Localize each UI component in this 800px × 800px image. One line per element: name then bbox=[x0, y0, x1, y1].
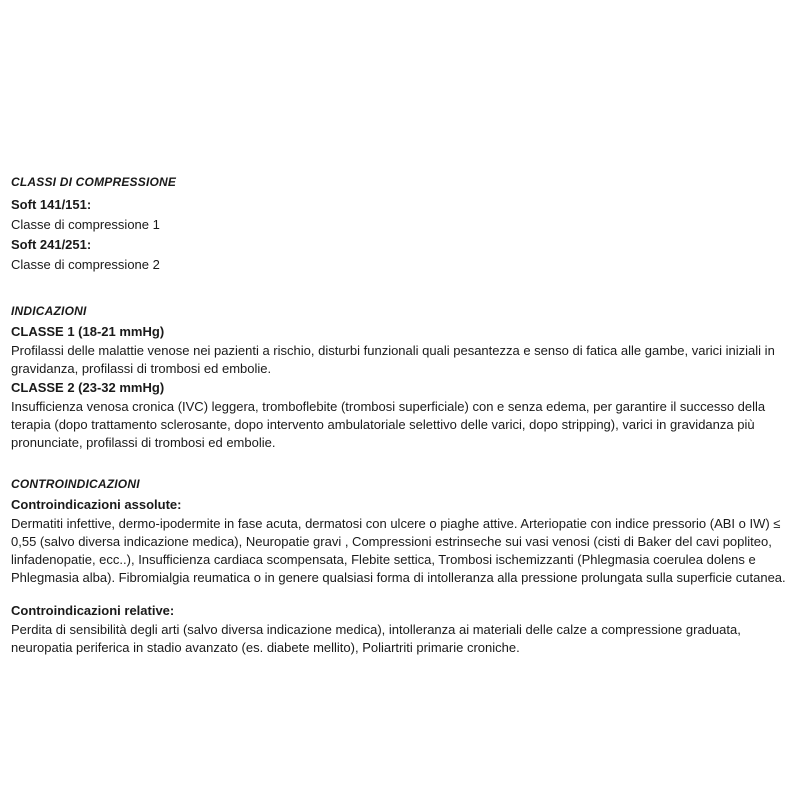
product-info-content bbox=[11, 176, 789, 659]
section-contraindications bbox=[11, 478, 789, 657]
soft-241-251-value: Classe di compressione 2 bbox=[11, 257, 160, 272]
soft-141-151-label: Soft 141/151: bbox=[11, 197, 92, 212]
absolute-contraindications-title: Controindicazioni assolute: bbox=[11, 497, 182, 512]
section-heading-contraindications: CONTROINDICAZIONI bbox=[11, 477, 140, 491]
class-2-description: Insufficienza venosa cronica (IVC) leggera, tromboflebite (trombosi superficiale) con e senza edema, per garantire il successo della terapia (dopo trattamento sclerosante, dopo intervento ambulatoriale selettivo delle varici, dopo stripping), varici in gravidanza più pronunciate, profilassi di trombosi ed embolie. bbox=[11, 399, 766, 450]
relative-contraindications-description: Perdita di sensibilità degli arti (salvo diversa indicazione medica), intolleranza ai materiali delle calze a compressione graduata, neuropatia periferica in stadio avanzato (es. diabete mellito), Poliartriti primarie croniche. bbox=[11, 622, 741, 655]
soft-141-151-value: Classe di compressione 1 bbox=[11, 217, 160, 232]
section-heading-indications: INDICAZIONI bbox=[11, 304, 87, 318]
section-compression-classes bbox=[11, 176, 789, 275]
section-indications bbox=[11, 305, 789, 452]
class-1-title: CLASSE 1 (18-21 mmHg) bbox=[11, 324, 165, 339]
class-1-description: Profilassi delle malattie venose nei pazienti a rischio, disturbi funzionali quali pesantezza e senso di fatica alle gambe, varici iniziali in gravidanza, profilassi di trombosi ed embolie. bbox=[11, 343, 775, 376]
soft-241-251-label: Soft 241/251: bbox=[11, 237, 92, 252]
relative-contraindications-title: Controindicazioni relative: bbox=[11, 603, 175, 618]
absolute-contraindications-description: Dermatiti infettive, dermo-ipodermite in fase acuta, dermatosi con ulcere o piaghe attive. Arteriopatie con indice pressorio (ABI o IW) ≤ 0,55 (salvo diversa indicazione medica), Neuropatie gravi , Compressioni estrinseche sui vasi venosi (cisti di Baker del cavi popliteo, linfadenopatie, ecc..), Insufficienza cardiaca scompensata, Flebite settica, Trombosi ischemizzanti (Phlegmasia coerulea dolens e Phlegmasia alba). Fibromialgia reumatica o in genere qualsiasi forma di intolleranza alla pressione prolungata sulla superficie cutanea. bbox=[11, 516, 786, 585]
section-heading-compression-classes: CLASSI DI COMPRESSIONE bbox=[11, 175, 177, 189]
class-2-title: CLASSE 2 (23-32 mmHg) bbox=[11, 380, 165, 395]
